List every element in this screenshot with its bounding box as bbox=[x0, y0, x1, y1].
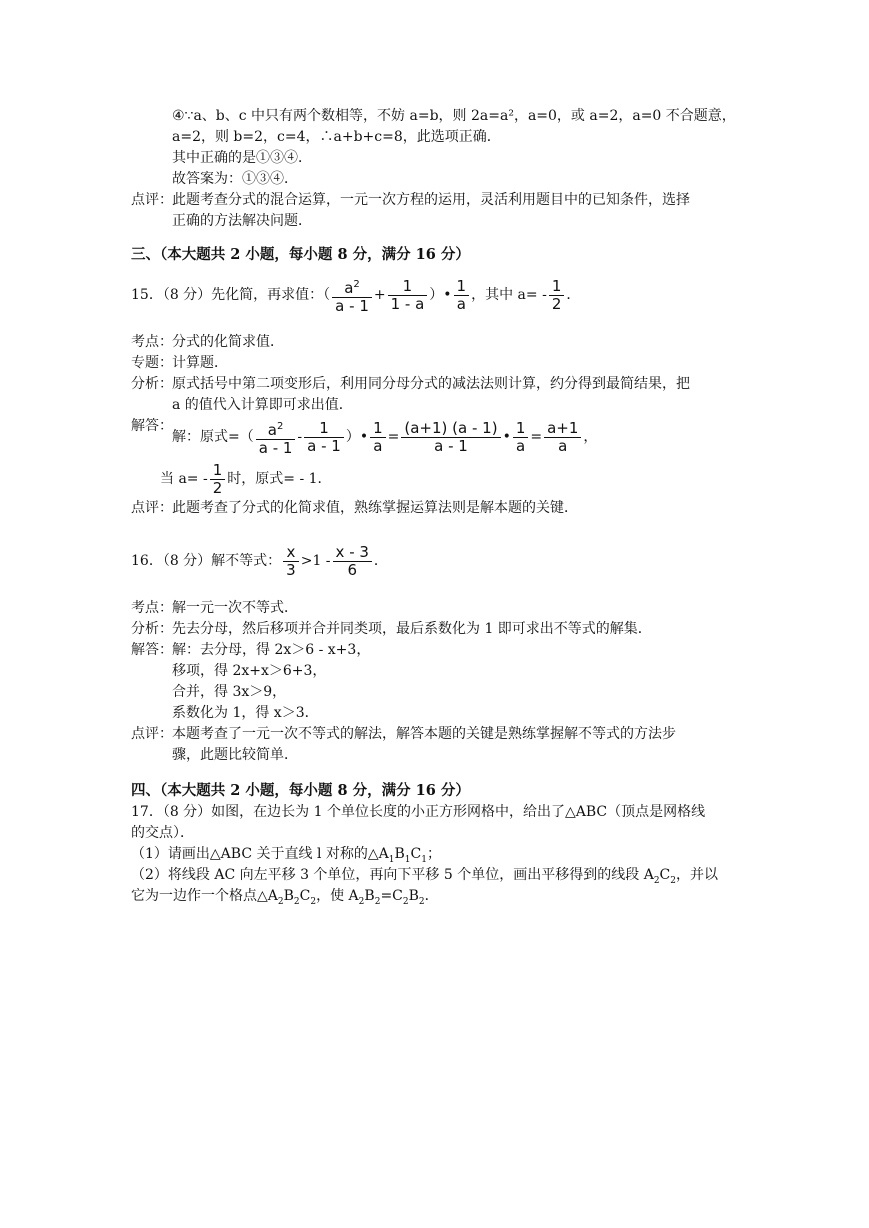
q15-kaodian-label: 考点： bbox=[131, 334, 173, 350]
q15-sol-fraction-4: $\frac{(a+1) (a - 1)}{a - 1}$ bbox=[401, 420, 500, 455]
q15-comment: 此题考查了分式的化简求值，熟练掌握运算法则是解本题的关键． bbox=[172, 500, 578, 516]
section4-heading: 四、（本大题共 2 小题，每小题 8 分，满分 16 分） bbox=[131, 782, 470, 799]
q14-comment-line1: 此题考查分式的混合运算，一元一次方程的运用，灵活利用题目中的已知条件，选择 bbox=[172, 192, 690, 208]
q14-line1: ④∵a、b、c 中只有两个数相等，不妨 a=b，则 2a=a²，a=0，或 a=2，a=0 不合题意， bbox=[172, 108, 736, 124]
q16-kaodian: 解一元一次不等式． bbox=[172, 600, 298, 616]
q16-mid: >1 - bbox=[300, 553, 331, 569]
q15-jieda-label: 解答： bbox=[131, 418, 173, 434]
q15-when-prefix: 当 a= - bbox=[160, 471, 208, 487]
q16-step1: 解：去分母，得 2x＞6 - x+3， bbox=[172, 642, 371, 658]
q17-part1: （1）请画出△ABC 关于直线 l 对称的$\triangle A_1B_1C_1$； bbox=[131, 846, 441, 865]
q15-sol-close: ）• bbox=[345, 429, 369, 445]
q15-sol-dot: • bbox=[502, 429, 511, 445]
q16-fraction-1: $\frac{x}{3}$ bbox=[283, 544, 299, 579]
q17-line2: 的交点）． bbox=[131, 825, 194, 841]
q15-sol-comma: ， bbox=[583, 429, 598, 445]
q17-part2-cont: 它为一边作一个格点$\triangle A_2B_2C_2$，使 $A_2B_2=C_2B_2$． bbox=[131, 888, 439, 907]
q15-sol-fraction-2: $\frac{1}{a - 1}$ bbox=[304, 420, 344, 455]
q15-fraction-3: $\frac{1}{a}$ bbox=[454, 278, 470, 313]
q16-question bbox=[131, 540, 388, 582]
q15-solution bbox=[172, 414, 597, 460]
q15-sol-fraction-6: $\frac{a+1}{a}$ bbox=[544, 420, 581, 455]
q16-comment-label: 点评： bbox=[131, 726, 173, 742]
q15-fraction-2: $\frac{1}{1 - a}$ bbox=[388, 278, 428, 313]
q15-fraction-4: $\frac{1}{2}$ bbox=[549, 278, 565, 313]
q15-fenxi-line1: 原式括号中第二项变形后，利用同分母分式的减法法则计算，约分得到最简结果，把 bbox=[172, 376, 690, 392]
q15-comment-label: 点评： bbox=[131, 500, 173, 516]
q17-line1: 17．（8 分）如图，在边长为 1 个单位长度的小正方形网格中，给出了△ABC（顶点是网格线 bbox=[131, 804, 706, 820]
q16-step4: 系数化为 1，得 x＞3． bbox=[172, 705, 319, 721]
q15-prefix: 15．（8 分）先化简，再求值：（ bbox=[131, 287, 331, 303]
q15-sol-eq: = bbox=[387, 429, 400, 445]
q16-step3: 合并，得 3x＞9， bbox=[172, 684, 287, 700]
q16-prefix: 16．（8 分）解不等式： bbox=[131, 553, 282, 569]
q16-step2: 移项，得 2x+x＞6+3， bbox=[172, 663, 327, 679]
q14-line4: 故答案为：①③④． bbox=[172, 171, 298, 187]
q14-comment-line2: 正确的方法解决问题． bbox=[172, 213, 312, 229]
q15-question bbox=[131, 272, 580, 318]
q16-end: ． bbox=[373, 553, 388, 569]
q15-kaodian: 分式的化简求值． bbox=[172, 334, 284, 350]
q16-kaodian-label: 考点： bbox=[131, 600, 173, 616]
q15-mid: ，其中 a= - bbox=[471, 287, 547, 303]
q15-when-fraction: $\frac{1}{2}$ bbox=[210, 462, 226, 497]
q17-part2: （2）将线段 AC 向左平移 3 个单位，再向下平移 5 个单位，画出平移得到的线段 $A_2C_2$，并以 bbox=[131, 867, 718, 886]
q15-fraction-1: $\frac{a^2}{a - 1}$ bbox=[332, 276, 372, 315]
q15-sol-minus: - bbox=[297, 429, 303, 445]
q16-comment-line2: 骤，此题比较简单． bbox=[172, 747, 298, 763]
q15-fenxi-label: 分析： bbox=[131, 376, 173, 392]
q15-plus: + bbox=[373, 287, 386, 303]
q15-close: ）• bbox=[429, 287, 452, 303]
q14-line2: a=2，则 b=2，c=4，∴a+b+c=8，此选项正确． bbox=[172, 129, 501, 145]
q16-fraction-2: $\frac{x - 3}{6}$ bbox=[333, 544, 372, 579]
q15-zhuanti: 计算题． bbox=[172, 355, 228, 371]
q14-comment-label: 点评： bbox=[131, 192, 173, 208]
q16-comment-line1: 本题考查了一元一次不等式的解法，解答本题的关键是熟练掌握解不等式的方法步 bbox=[172, 726, 676, 742]
q16-fenxi: 先去分母，然后移项并合并同类项，最后系数化为 1 即可求出不等式的解集． bbox=[172, 621, 652, 637]
q16-jieda-label: 解答： bbox=[131, 642, 173, 658]
q15-sol-eq2: = bbox=[530, 429, 543, 445]
q15-when-suffix: 时，原式= - 1． bbox=[227, 471, 332, 487]
q15-sol-fraction-3: $\frac{1}{a}$ bbox=[370, 420, 386, 455]
q15-fenxi-line2: a 的值代入计算即可求出值． bbox=[172, 397, 353, 413]
q15-when bbox=[160, 458, 332, 500]
section3-heading: 三、（本大题共 2 小题，每小题 8 分，满分 16 分） bbox=[131, 246, 470, 263]
q16-fenxi-label: 分析： bbox=[131, 621, 173, 637]
q15-sol-prefix: 解：原式=（ bbox=[172, 429, 254, 445]
q15-zhuanti-label: 专题： bbox=[131, 355, 173, 371]
q15-end: ． bbox=[566, 287, 581, 303]
q15-sol-fraction-1: $\frac{a^2}{a - 1}$ bbox=[256, 418, 296, 457]
q14-line3: 其中正确的是①③④． bbox=[172, 150, 312, 166]
q15-sol-fraction-5: $\frac{1}{a}$ bbox=[513, 420, 529, 455]
